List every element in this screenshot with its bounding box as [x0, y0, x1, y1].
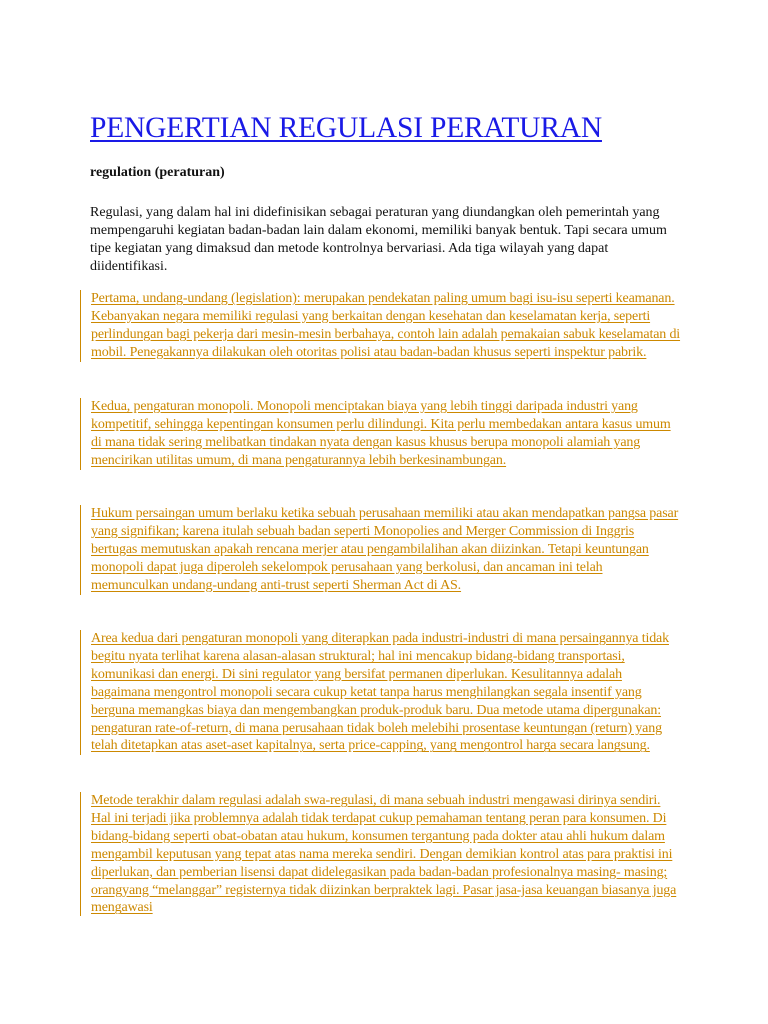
quote-paragraph-structural-monopoly[interactable]: Area kedua dari pengaturan monopoli yang diterapkan pada industri-industri di mana persaingannya tidak begitu nyata terlihat karena alasan-alasan struktural; hal ini mencakup bidang-bidang transportasi, komunikasi dan energi. Di sini regulator yang bersifat permanen diperlukan. Kesulitannya adalah bagaimana mengontrol monopoli secara cukup ketat tanpa harus menghilangkan segala insentif yang berguna memangkas biaya dan mengembangkan produk-produk baru. Dua metode utama dipergunakan: pengaturan rate-of-return, di mana perusahaan tidak boleh melebihi prosentase keuntungan (return) yang telah ditetapkan atas aset-aset kapitalnya, serta price-capping, yang mengontrol harga secara langsung.: [91, 631, 669, 754]
page-title[interactable]: PENGERTIAN REGULASI PERATURAN: [90, 112, 602, 144]
blockquote-self-regulation: [80, 792, 681, 916]
intro-paragraph: Regulasi, yang dalam hal ini didefinisikan sebagai peraturan yang diundangkan oleh pemerintah yang mempengaruhi kegiatan badan-badan lain dalam ekonomi, memiliki banyak bentuk. Tapi secara umum tipe kegiatan yang dimaksud dan metode kontrolnya bervariasi. Ada tiga wilayah yang dapat diidentifikasi.: [90, 205, 667, 274]
quote-paragraph-monopoly[interactable]: Kedua, pengaturan monopoli. Monopoli menciptakan biaya yang lebih tinggi daripada industri yang kompetitif, sehingga kepentingan konsumen perlu dilindungi. Kita perlu membedakan antara kasus umum di mana tidak sering melibatkan tindakan nyata dengan kasus khusus berupa monopoli alamiah yang mencirikan utilitas umum, di mana pengaturannya lebih berkesinambungan.: [91, 399, 671, 468]
quote-paragraph-legislation[interactable]: Pertama, undang-undang (legislation): merupakan pendekatan paling umum bagi isu-isu seperti keamanan. Kebanyakan negara memiliki regulasi yang berkaitan dengan kesehatan dan keselamatan kerja, seperti perlindungan bagi pekerja dari mesin-mesin berbahaya, contoh lain adalah pemakaian sabuk keselamatan di mobil. Penegakannya dilakukan oleh otoritas polisi atau badan-badan khusus seperti inspektur pabrik.: [91, 291, 681, 360]
quote-paragraph-competition-law[interactable]: Hukum persaingan umum berlaku ketika sebuah perusahaan memiliki atau akan mendapatkan pangsa pasar yang signifikan; karena itulah sebuah badan seperti Monopolies and Merger Commission di Inggris bertugas memutuskan apakah rencana merjer atau pengambilalihan akan diizinkan. Tetapi keuntungan monopoli dapat juga diperoleh sekelompok perusahaan yang berkolusi, dan ancaman ini telah memunculkan undang-undang anti-trust seperti Sherman Act di AS.: [91, 506, 679, 593]
blockquote-competition-law: [80, 505, 681, 595]
blockquote-monopoly: [80, 398, 681, 470]
quote-paragraph-self-regulation[interactable]: Metode terakhir dalam regulasi adalah swa-regulasi, di mana sebuah industri mengawasi dirinya sendiri. Hal ini terjadi jika problemnya adalah tidak terdapat cukup pemahaman tentang peran para konsumen. Di bidang-bidang seperti obat-obatan atau hukum, konsumen tergantung pada dokter atau ahli hukum dalam mengambil keputusan yang tepat atas nama mereka sendiri. Dengan demikian kontrol atas para praktisi ini diperlukan, dan pemberian lisensi dapat didelegasikan pada badan-badan profesionalnya masing- masing; orangyang “melanggar” registernya tidak diizinkan berpraktek lagi. Pasar jasa-jasa keuangan biasanya juga mengawasi: [91, 793, 677, 916]
subtitle: regulation (peraturan): [90, 165, 225, 180]
blockquote-legislation: [80, 290, 681, 362]
blockquote-structural-monopoly: [80, 630, 681, 755]
